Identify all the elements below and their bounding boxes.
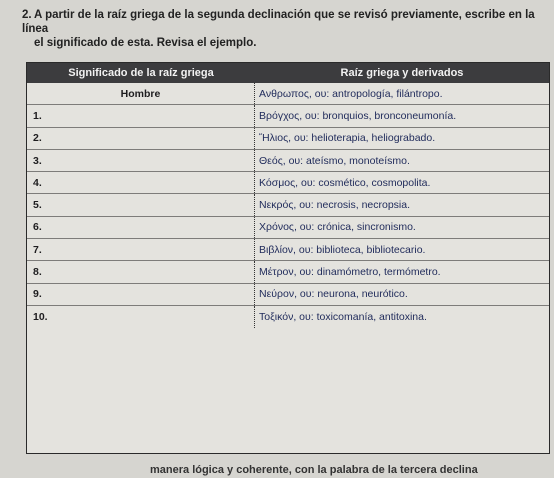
table-row [27, 306, 549, 328]
table-row [27, 128, 549, 150]
root-cell: Βρόγχος, ου: bronquios, bronconeumonía. [259, 109, 457, 122]
table-row [27, 105, 549, 127]
table-row [27, 261, 549, 283]
root-cell: Χρόνος, ου: crónica, sincronismo. [259, 221, 416, 234]
header-root: Raíz griega y derivados [340, 67, 464, 79]
instruction-line-2: el significado de esta. Revisa el ejemplo. [34, 37, 257, 49]
meaning-cell[interactable]: 5. [27, 194, 255, 215]
root-cell: Τοξικόν, ου: toxicomanía, antitoxina. [259, 311, 427, 324]
root-cell: Θεός, ου: ateísmo, monoteísmo. [259, 154, 410, 167]
meaning-cell[interactable]: 10. [27, 306, 255, 328]
header-meaning: Significado de la raíz griega [68, 67, 214, 79]
table-header [27, 63, 549, 83]
root-cell: Νεκρός, ου: necrosis, necropsia. [259, 199, 411, 212]
meaning-cell[interactable]: 3. [27, 150, 255, 171]
meaning-cell[interactable]: 9. [27, 284, 255, 305]
root-cell: Βιβλίον, ου: biblioteca, bibliotecario. [259, 243, 426, 256]
table-body [27, 83, 549, 328]
root-cell: Νεύρον, ου: neurona, neurótico. [259, 288, 408, 301]
root-cell: Κόσμος, ου: cosmético, cosmopolita. [259, 176, 431, 189]
meaning-cell[interactable]: 6. [27, 217, 255, 238]
root-cell: Μέτρον, ου: dinamómetro, termómetro. [259, 266, 441, 279]
meaning-cell[interactable]: 4. [27, 172, 255, 193]
table-row [27, 217, 549, 239]
meaning-cell[interactable]: 8. [27, 261, 255, 282]
meaning-cell[interactable]: 7. [27, 239, 255, 260]
table-row [27, 150, 549, 172]
root-cell: Ανθρωπος, ου: antropología, filántropo. [259, 87, 443, 100]
table-row [27, 194, 549, 216]
footer-text: manera lógica y coherente, con la palabra de la tercera declina [150, 464, 478, 476]
meaning-cell: Hombre [27, 83, 255, 104]
meaning-cell[interactable]: 1. [27, 105, 255, 126]
table-row [27, 284, 549, 306]
root-cell: Ἥλιος, ου: helioterapia, heliograbado. [259, 132, 436, 145]
table-row [27, 239, 549, 261]
instruction [22, 8, 548, 50]
instruction-number: 2. [22, 9, 32, 21]
greek-roots-table [26, 62, 550, 454]
table-row [27, 172, 549, 194]
instruction-line-1: A partir de la raíz griega de la segunda declinación que se revisó previamente, escribe en la línea [22, 9, 535, 35]
meaning-cell[interactable]: 2. [27, 128, 255, 149]
table-row [27, 83, 549, 105]
